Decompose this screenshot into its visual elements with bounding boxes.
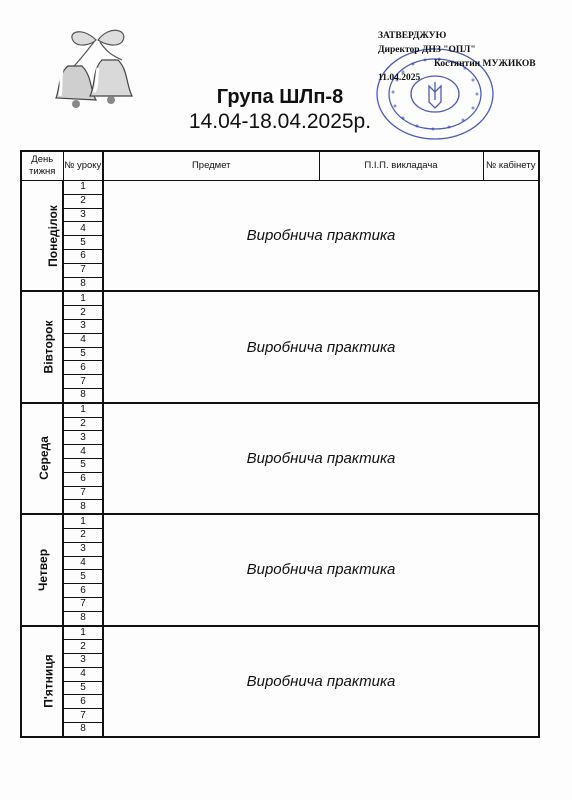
lesson-number: 6 — [63, 249, 103, 263]
lesson-number: 1 — [63, 291, 103, 305]
lesson-number: 2 — [63, 528, 103, 542]
schedule-body — [21, 181, 539, 737]
subject-cell: Виробнича практика — [103, 514, 539, 625]
lesson-number: 4 — [63, 667, 103, 681]
subject-cell: Виробнича практика — [103, 181, 539, 292]
approval-date: 11.04.2025 — [378, 73, 421, 83]
day-cell — [21, 403, 63, 514]
bells-icon — [52, 26, 144, 112]
lesson-number: 1 — [63, 403, 103, 417]
lesson-number: 6 — [63, 472, 103, 486]
group-title: Група ШЛп-8 — [216, 86, 344, 108]
lesson-number: 5 — [63, 458, 103, 472]
col-header-lesson: № уроку — [63, 151, 103, 181]
approval-heading: ЗАТВЕРДЖУЮ — [378, 31, 447, 41]
lesson-number: 6 — [63, 584, 103, 598]
table-row — [21, 291, 539, 305]
schedule-table — [20, 150, 540, 738]
lesson-number: 8 — [63, 388, 103, 402]
approval-name: Костянтин МУЖИКОВ — [434, 59, 536, 69]
approval-position: Директор ДНЗ "ОПЛ" — [378, 45, 476, 55]
lesson-number: 5 — [63, 236, 103, 250]
lesson-number: 2 — [63, 194, 103, 208]
lesson-number: 7 — [63, 597, 103, 611]
lesson-number: 8 — [63, 723, 103, 737]
lesson-number: 4 — [63, 222, 103, 236]
lesson-number: 2 — [63, 417, 103, 431]
subject-cell: Виробнича практика — [103, 626, 539, 737]
lesson-number: 3 — [63, 431, 103, 445]
lesson-number: 3 — [63, 542, 103, 556]
day-name: Вівторок — [41, 320, 56, 374]
day-cell — [21, 291, 63, 402]
lesson-number: 4 — [63, 556, 103, 570]
lesson-number: 5 — [63, 570, 103, 584]
lesson-number: 2 — [63, 306, 103, 320]
lesson-number: 7 — [63, 263, 103, 277]
week-dates: 14.04-18.04.2025р. — [188, 110, 372, 133]
day-name: Понеділок — [45, 204, 60, 267]
table-header-row — [21, 151, 539, 181]
table-row — [21, 514, 539, 528]
table-row — [21, 181, 539, 195]
lesson-number: 6 — [63, 361, 103, 375]
table-row — [21, 403, 539, 417]
col-header-room: № кабінету — [483, 151, 539, 181]
lesson-number: 7 — [63, 486, 103, 500]
day-cell — [21, 514, 63, 625]
lesson-number: 8 — [63, 611, 103, 625]
lesson-number: 8 — [63, 277, 103, 291]
col-header-subject: Предмет — [103, 151, 319, 181]
subject-cell: Виробнича практика — [103, 291, 539, 402]
day-name: П'ятниця — [41, 654, 56, 708]
lesson-number: 5 — [63, 681, 103, 695]
lesson-number: 8 — [63, 500, 103, 514]
lesson-number: 3 — [63, 319, 103, 333]
day-cell — [21, 181, 63, 292]
lesson-number: 1 — [63, 514, 103, 528]
lesson-number: 7 — [63, 375, 103, 389]
lesson-number: 4 — [63, 333, 103, 347]
lesson-number: 1 — [63, 181, 103, 195]
lesson-number: 4 — [63, 445, 103, 459]
lesson-number: 1 — [63, 626, 103, 640]
lesson-number: 6 — [63, 695, 103, 709]
lesson-number: 3 — [63, 654, 103, 668]
day-name: Четвер — [36, 548, 51, 591]
subject-cell: Виробнича практика — [103, 403, 539, 514]
lesson-number: 3 — [63, 208, 103, 222]
lesson-number: 5 — [63, 347, 103, 361]
day-name: Середа — [36, 436, 51, 481]
lesson-number: 7 — [63, 709, 103, 723]
day-cell — [21, 626, 63, 737]
col-header-teacher: П.І.П. викладача — [319, 151, 483, 181]
col-header-day: День тижня — [21, 151, 63, 181]
lesson-number: 2 — [63, 640, 103, 654]
table-row — [21, 626, 539, 640]
